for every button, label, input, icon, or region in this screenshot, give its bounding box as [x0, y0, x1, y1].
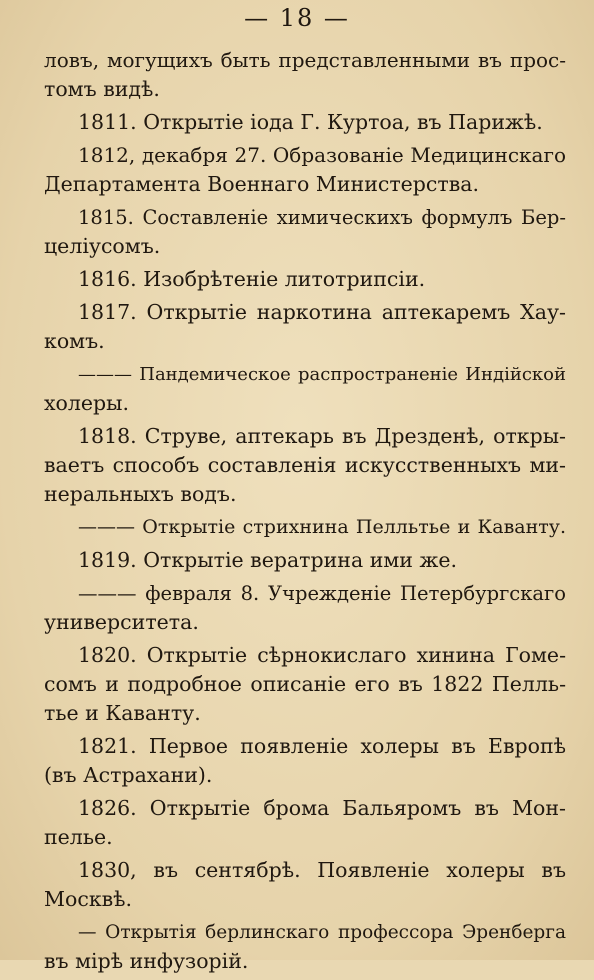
page-number: — 18 —	[244, 4, 350, 32]
text-line: сомъ и подробное описаніе его въ 1822 Пелль-	[44, 672, 566, 696]
text-line: холеры.	[44, 391, 130, 415]
text-line: 1811. Открытіе іода Г. Куртоа, въ Парижѣ.	[78, 110, 543, 134]
text-line: 1826. Открытіе брома Бальяромъ въ Мон-	[78, 796, 566, 820]
text-line: Москвѣ.	[44, 887, 133, 911]
chronology-entry	[44, 265, 566, 294]
text-line: ——— Пандемическое распространеніе Индійской	[78, 364, 566, 385]
chronology-entry	[44, 579, 566, 637]
chronology-entry	[44, 298, 566, 356]
text-line: целіусомъ.	[44, 234, 161, 258]
chronology-entry	[44, 203, 566, 261]
text-line: ловъ, могущихъ быть представленными въ прос-	[44, 48, 566, 72]
chronology-entry	[44, 141, 566, 199]
chronology-entry	[44, 546, 566, 575]
text-line: 1812, декабря 27. Образованіе Медицинскаго	[78, 143, 566, 167]
text-line: (въ Астрахани).	[44, 763, 213, 787]
text-line: 1816. Изобрѣтеніе литотрипсіи.	[78, 267, 426, 291]
text-line: ——— Открытіе стрихнина Пелльтье и Каванту.	[78, 516, 566, 538]
chronology-entry	[44, 856, 566, 914]
text-line: ваетъ способъ составленія искусственныхъ ми-	[44, 453, 566, 477]
chronology-entry	[44, 918, 566, 976]
chronology-entry	[44, 732, 566, 790]
text-line: университета.	[44, 610, 199, 634]
text-line: тье и Каванту.	[44, 701, 201, 725]
text-line: 1815. Составленіе химическихъ формулъ Бер-	[78, 206, 566, 229]
text-line: 1821. Первое появленіе холеры въ Европѣ	[78, 734, 566, 758]
text-line: — Открытія берлинскаго профессора Эренберга	[78, 922, 566, 943]
chronology-entry	[44, 794, 566, 852]
text-line: въ мірѣ инфузорій.	[44, 949, 249, 973]
text-line: томъ видѣ.	[44, 77, 160, 101]
text-line: 1819. Открытіе вератрина ими же.	[78, 548, 457, 572]
chronology-entry	[44, 422, 566, 509]
chronology-entry	[44, 360, 566, 418]
text-line: ——— февраля 8. Учрежденіе Петербургскаго	[78, 582, 566, 605]
chronology-entry	[44, 641, 566, 728]
text-line: неральныхъ водъ.	[44, 482, 237, 506]
text-line: 1817. Открытіе наркотина аптекаремъ Хау-	[78, 300, 566, 324]
chronology-entry	[44, 513, 566, 542]
chronology-entry	[44, 108, 566, 137]
text-line: 1820. Открытіе сѣрнокислаго хинина Гоме-	[78, 643, 566, 667]
text-line: 1830, въ сентябрѣ. Появленіе холеры въ	[78, 858, 566, 882]
text-line: комъ.	[44, 329, 105, 353]
page-body	[44, 46, 566, 980]
text-line: Департамента Военнаго Министерства.	[44, 172, 480, 196]
text-line: 1818. Струве, аптекарь въ Дрезденѣ, откры-	[78, 424, 566, 448]
entry-continuation	[44, 46, 566, 104]
text-line: пелье.	[44, 825, 113, 849]
